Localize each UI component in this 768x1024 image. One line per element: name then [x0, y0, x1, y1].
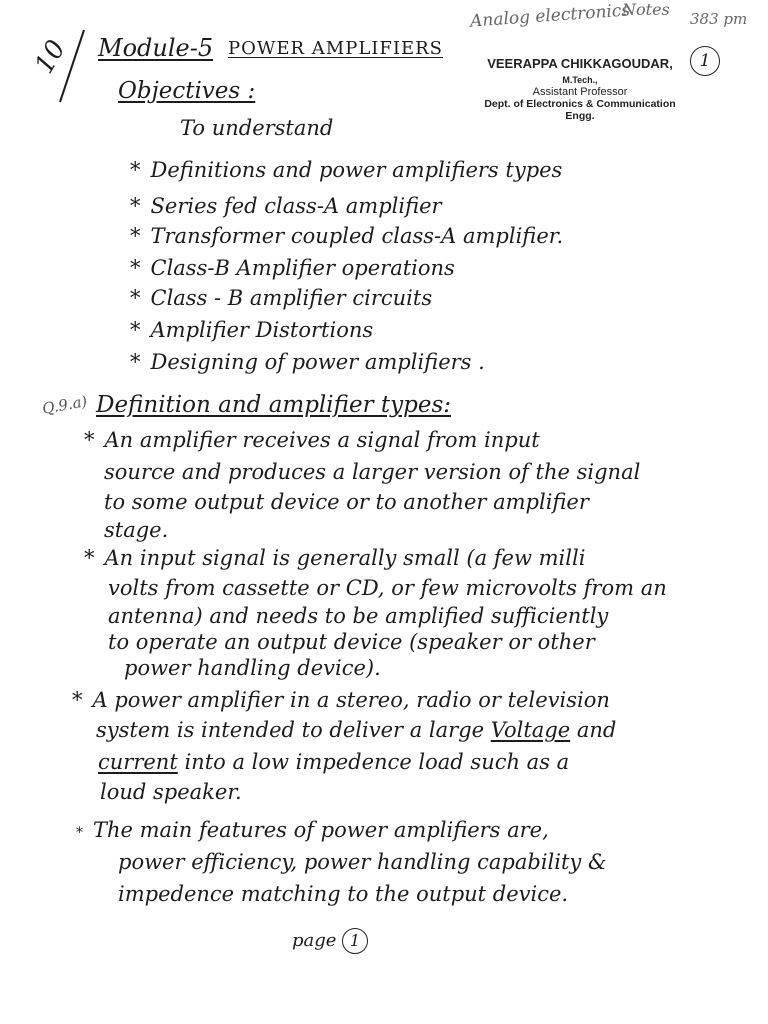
margin-number: 10: [29, 35, 72, 79]
paragraph-line: to some output device or to another amplifier: [104, 490, 589, 514]
list-item: * Amplifier Distortions: [130, 318, 374, 342]
corner-note: Analog electronics: [469, 0, 631, 32]
author-degree: M.Tech.,: [562, 75, 598, 85]
paragraph-line: source and produces a larger version of the signal: [104, 460, 641, 484]
paragraph-line: volts from cassette or CD, or few microvolts from an: [108, 576, 667, 600]
paragraph-line: loud speaker.: [100, 780, 242, 804]
question-tag: Q.9.a): [40, 392, 89, 418]
module-label: Module-5: [98, 34, 214, 62]
paragraph-line: impedence matching to the output device.: [118, 882, 569, 906]
margin-slash: [52, 26, 92, 106]
corner-note: 383 pm: [690, 10, 748, 28]
corner-note: Notes: [622, 0, 670, 19]
paragraph-line: antenna) and needs to be amplified sufficiently: [108, 604, 609, 628]
author-title: Assistant Professor: [532, 86, 628, 98]
list-item: * Transformer coupled class-A amplifier.: [130, 224, 564, 248]
list-item: * Class - B amplifier circuits: [130, 286, 433, 310]
section-heading: Definition and amplifier types:: [96, 392, 452, 418]
emphasis-voltage: Voltage: [490, 718, 571, 742]
paragraph-line: power efficiency, power handling capability &: [118, 850, 607, 874]
author-stamp: [474, 56, 686, 122]
sheet-number: 1: [690, 46, 720, 76]
paragraph-line: * An amplifier receives a signal from input: [84, 428, 540, 452]
author-dept: Dept. of Electronics & Communication Engg.: [484, 98, 676, 122]
list-item: * Definitions and power amplifiers types: [130, 158, 563, 182]
page-label: page: [292, 930, 337, 951]
objectives-intro: To understand: [180, 116, 334, 140]
page-title: POWER AMPLIFIERS: [228, 38, 444, 59]
paragraph-line: * The main features of power amplifiers are,: [76, 818, 549, 842]
paragraph-line: current into a low impedence load such as a: [98, 750, 570, 774]
emphasis-current: current: [98, 750, 178, 774]
author-name: VEERAPPA CHIKKAGOUDAR,: [487, 56, 673, 71]
paragraph-line: power handling device).: [124, 656, 381, 680]
list-item: * Class-B Amplifier operations: [130, 256, 455, 280]
list-item: * Designing of power amplifiers .: [130, 350, 485, 374]
paragraph-line: * An input signal is generally small (a few milli: [84, 546, 586, 570]
paragraph-line: system is intended to deliver a large Voltage and: [96, 718, 617, 742]
objectives-heading: Objectives :: [118, 78, 256, 104]
paragraph-line: to operate an output device (speaker or other: [108, 630, 595, 654]
list-item: * Series fed class-A amplifier: [130, 194, 442, 218]
paragraph-line: * A power amplifier in a stereo, radio or television: [72, 688, 610, 712]
paragraph-line: stage.: [104, 518, 169, 542]
page-number: 1: [342, 928, 368, 954]
